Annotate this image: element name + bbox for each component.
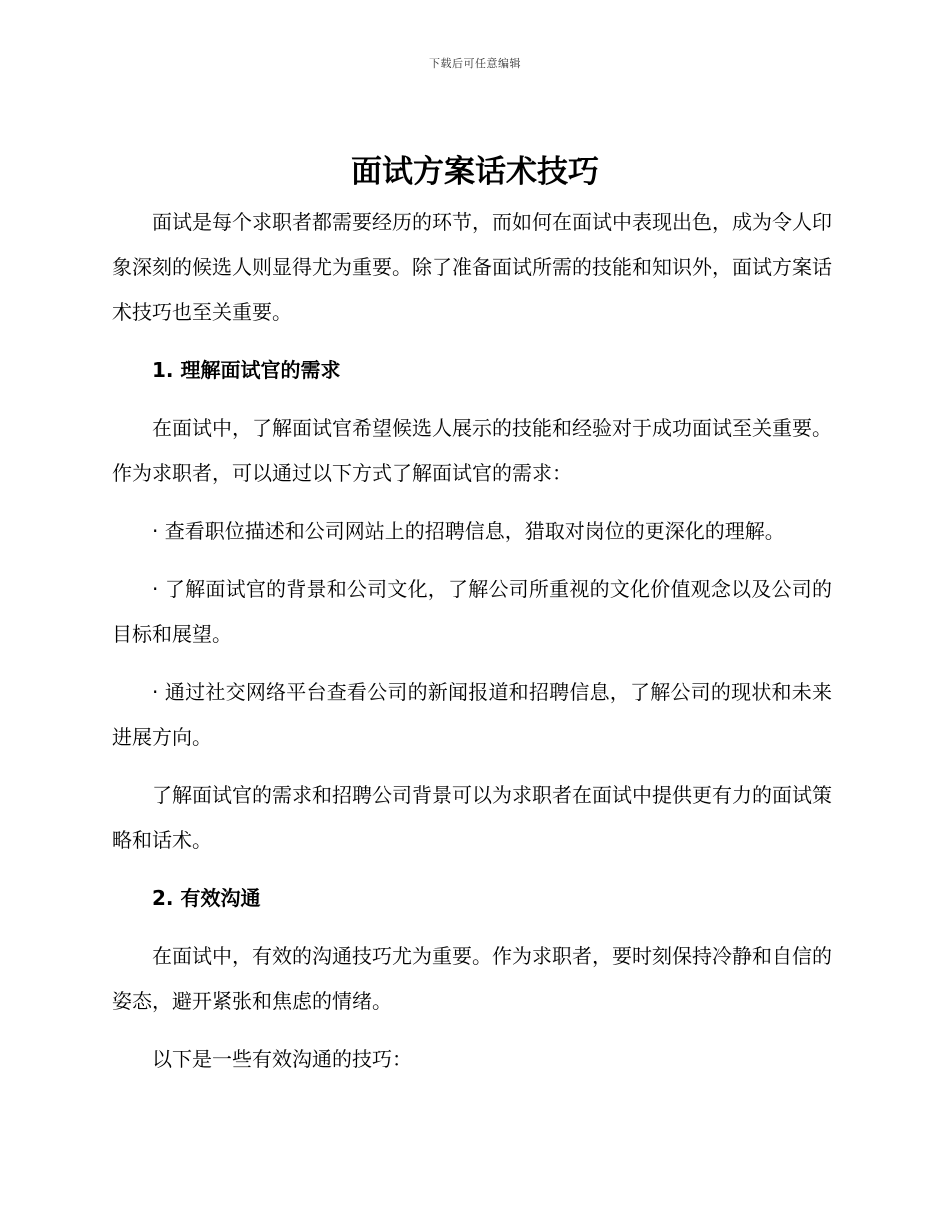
section-heading-1: 1. 理解面试官的需求 [152, 358, 341, 382]
header-note: 下载后可任意编辑 [429, 57, 521, 70]
intro-paragraph: 面试是每个求职者都需要经历的环节，而如何在面试中表现出色，成为令人印象深刻的候选人则显得尤为重要。除了准备面试所需的技能和知识外，面试方案话术技巧也至关重要。 [112, 210, 832, 324]
section-1-summary: 了解面试官的需求和招聘公司背景可以为求职者在面试中提供更有力的面试策略和话术。 [112, 783, 832, 852]
section-heading-2: 2. 有效沟通 [152, 886, 261, 910]
bullet-item-3: · 通过社交网络平台查看公司的新闻报道和招聘信息，了解公司的现状和未来进展方向。 [112, 680, 832, 749]
section-2-paragraph: 在面试中，有效的沟通技巧尤为重要。作为求职者，要时刻保持冷静和自信的姿态，避开紧张和焦虑的情绪。 [112, 944, 832, 1013]
bullet-item-1: · 查看职位描述和公司网站上的招聘信息，猎取对岗位的更深化的理解。 [152, 519, 785, 543]
document-title: 面试方案话术技巧 [351, 154, 599, 190]
section-2-lead-in: 以下是一些有效沟通的技巧： [152, 1047, 412, 1071]
document-body [112, 200, 832, 1095]
section-1-paragraph: 在面试中，了解面试官希望候选人展示的技能和经验对于成功面试至关重要。作为求职者，可以通过以下方式了解面试官的需求： [112, 416, 832, 485]
bullet-item-2: · 了解面试官的背景和公司文化，了解公司所重视的文化价值观念以及公司的目标和展望。 [112, 577, 832, 646]
